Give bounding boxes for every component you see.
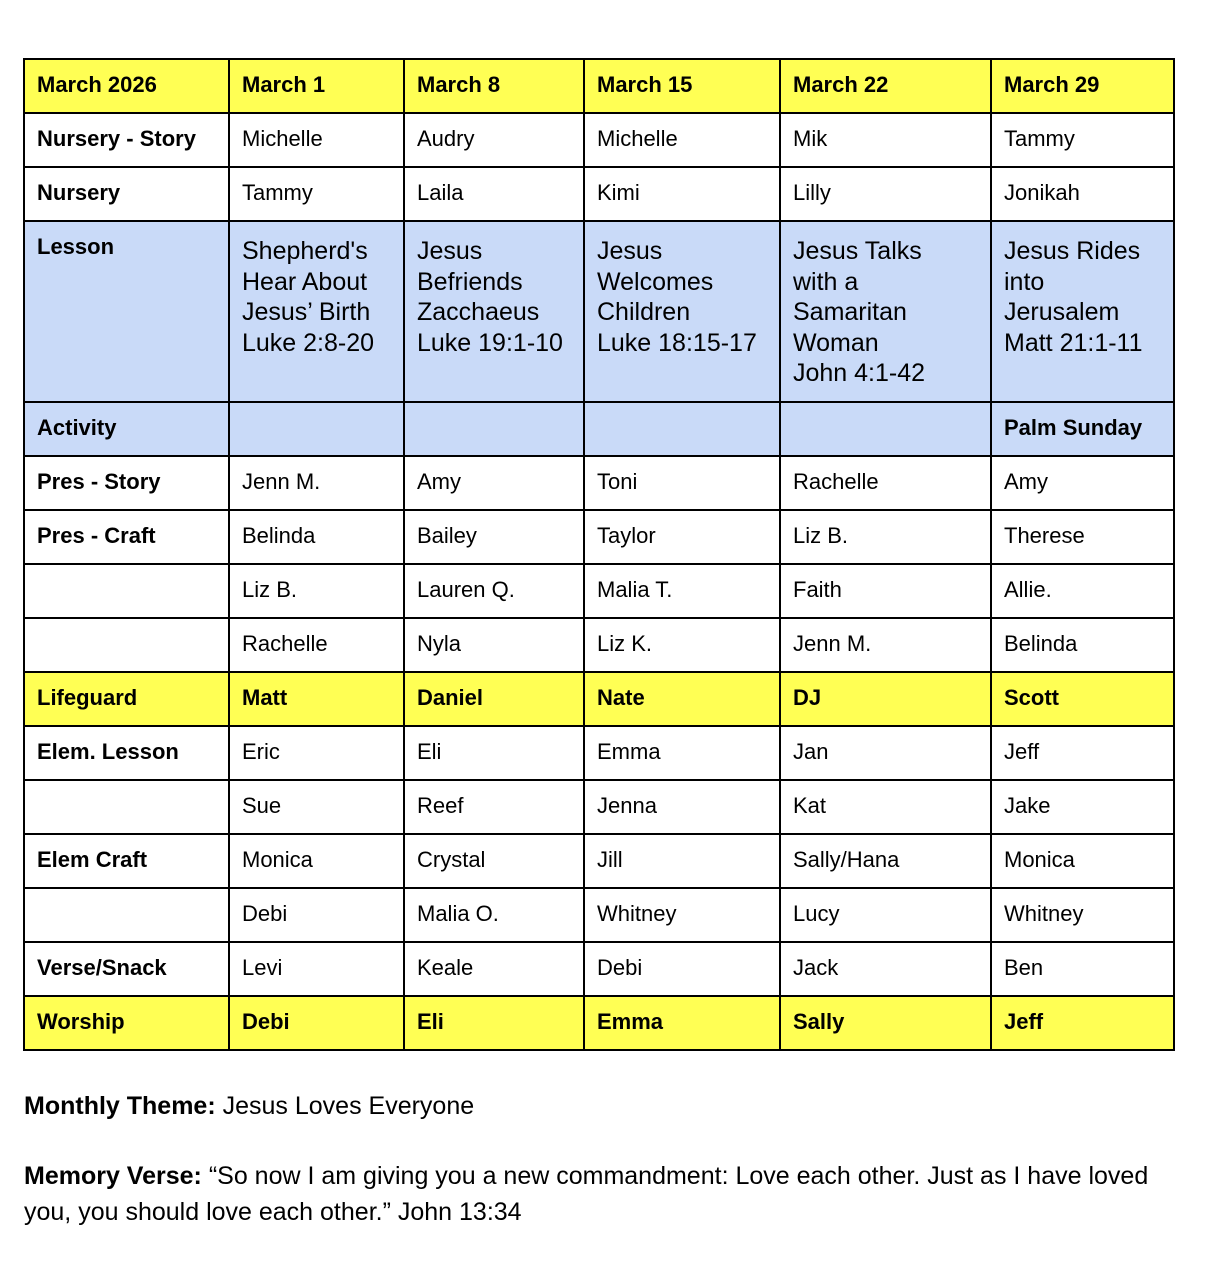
row-pres-craft-2 (24, 564, 1174, 618)
row-pres-craft (24, 510, 1174, 564)
lesson-line: into (1004, 267, 1045, 296)
schedule-cell: Sally (780, 996, 991, 1050)
row-label (24, 564, 229, 618)
schedule-cell: Sue (229, 780, 404, 834)
schedule-cell: Debi (229, 996, 404, 1050)
schedule-cell: Liz K. (584, 618, 780, 672)
schedule-cell: Rachelle (780, 456, 991, 510)
schedule-cell: Therese (991, 510, 1174, 564)
schedule-cell (404, 402, 584, 456)
schedule-cell: Jenn M. (780, 618, 991, 672)
schedule-cell: Mik (780, 113, 991, 167)
schedule-cell: Belinda (991, 618, 1174, 672)
lesson-line: Jesus’ Birth (242, 298, 371, 326)
schedule-cell: Jake (991, 780, 1174, 834)
lesson-line: Befriends (417, 267, 523, 296)
monthly-theme-text: Jesus Loves Everyone (215, 1092, 475, 1120)
schedule-cell (780, 402, 991, 456)
schedule-cell: Debi (584, 942, 780, 996)
schedule-cell: Belinda (229, 510, 404, 564)
lesson-scripture: Matt 21:1-11 (1004, 328, 1143, 357)
lesson-line: Samaritan (793, 298, 907, 326)
row-label: Verse/Snack (24, 942, 229, 996)
schedule-cell: Ben (991, 942, 1174, 996)
row-nursery-story (24, 113, 1174, 167)
header-cell-date: March 29 (991, 59, 1174, 113)
header-cell-date: March 1 (229, 59, 404, 113)
schedule-cell: Bailey (404, 510, 584, 564)
schedule-cell: Lilly (780, 167, 991, 221)
header-cell-date: March 15 (584, 59, 780, 113)
schedule-cell: Jill (584, 834, 780, 888)
lesson-line: Jesus (597, 237, 663, 265)
schedule-cell: Amy (991, 456, 1174, 510)
row-label: Nursery - Story (24, 113, 229, 167)
monthly-theme (24, 1088, 1174, 1124)
schedule-cell: Faith (780, 564, 991, 618)
schedule-cell: DJ (780, 672, 991, 726)
row-label: Lesson (24, 221, 229, 402)
schedule-cell: Keale (404, 942, 584, 996)
lesson-line: Welcomes (597, 267, 714, 296)
schedule-cell: Kat (780, 780, 991, 834)
volunteer-schedule-table (23, 58, 1175, 1051)
schedule-cell: Crystal (404, 834, 584, 888)
schedule-cell: Levi (229, 942, 404, 996)
row-label (24, 780, 229, 834)
row-label: Worship (24, 996, 229, 1050)
schedule-cell: Michelle (229, 113, 404, 167)
schedule-cell: Amy (404, 456, 584, 510)
lesson-line: Jesus Rides (1004, 237, 1141, 265)
schedule-cell: Reef (404, 780, 584, 834)
header-cell-date: March 22 (780, 59, 991, 113)
schedule-cell: Kimi (584, 167, 780, 221)
row-activity (24, 402, 1174, 456)
row-nursery (24, 167, 1174, 221)
lesson-cell (780, 221, 991, 402)
schedule-cell: Jenn M. (229, 456, 404, 510)
schedule-cell: Michelle (584, 113, 780, 167)
schedule-cell: Jack (780, 942, 991, 996)
schedule-cell: Laila (404, 167, 584, 221)
schedule-cell (584, 402, 780, 456)
header-cell-date: March 8 (404, 59, 584, 113)
lesson-line: with a (793, 267, 859, 296)
schedule-cell: Jan (780, 726, 991, 780)
schedule-cell: Malia T. (584, 564, 780, 618)
schedule-cell: Tammy (229, 167, 404, 221)
lesson-line: Jesus (417, 237, 483, 265)
schedule-cell: Allie. (991, 564, 1174, 618)
row-lesson (24, 221, 1174, 402)
row-label: Lifeguard (24, 672, 229, 726)
schedule-cell: Jonikah (991, 167, 1174, 221)
schedule-cell: Emma (584, 996, 780, 1050)
memory-verse-text: “So now I am giving you a new commandment: Love each other. Just as I have loved you, you should love each other.” John 13:34 (24, 1162, 1149, 1226)
schedule-cell: Monica (229, 834, 404, 888)
row-label: Pres - Craft (24, 510, 229, 564)
lesson-scripture: Luke 18:15-17 (597, 328, 757, 357)
schedule-cell: Palm Sunday (991, 402, 1174, 456)
schedule-cell: Lauren Q. (404, 564, 584, 618)
schedule-cell: Jeff (991, 726, 1174, 780)
row-elem-craft (24, 834, 1174, 888)
schedule-cell: Eli (404, 726, 584, 780)
schedule-cell: Toni (584, 456, 780, 510)
memory-verse (24, 1158, 1174, 1230)
schedule-cell: Emma (584, 726, 780, 780)
schedule-cell: Monica (991, 834, 1174, 888)
schedule-cell: Lucy (780, 888, 991, 942)
schedule-cell: Liz B. (229, 564, 404, 618)
row-pres-craft-3 (24, 618, 1174, 672)
schedule-cell: Sally/Hana (780, 834, 991, 888)
lesson-cell (404, 221, 584, 402)
header-cell-month: March 2026 (24, 59, 229, 113)
schedule-cell: Rachelle (229, 618, 404, 672)
lesson-line: Children (597, 298, 691, 326)
lesson-line: Zacchaeus (417, 298, 540, 326)
row-elem-lesson-2 (24, 780, 1174, 834)
lesson-line: Jerusalem (1004, 298, 1120, 326)
schedule-cell: Malia O. (404, 888, 584, 942)
row-label: Nursery (24, 167, 229, 221)
lesson-line: Woman (793, 328, 879, 357)
row-elem-lesson (24, 726, 1174, 780)
schedule-cell: Daniel (404, 672, 584, 726)
lesson-line: Shepherd's (242, 237, 368, 265)
schedule-cell: Matt (229, 672, 404, 726)
schedule-cell: Debi (229, 888, 404, 942)
lesson-cell (584, 221, 780, 402)
monthly-theme-label: Monthly Theme: (24, 1092, 216, 1120)
lesson-scripture: John 4:1-42 (793, 359, 926, 387)
lesson-line: Jesus Talks (793, 237, 922, 265)
lesson-scripture: Luke 2:8-20 (242, 328, 375, 357)
schedule-cell: Tammy (991, 113, 1174, 167)
lesson-scripture: Luke 19:1-10 (417, 328, 563, 357)
row-elem-craft-2 (24, 888, 1174, 942)
row-label: Pres - Story (24, 456, 229, 510)
schedule-cell: Eric (229, 726, 404, 780)
lesson-cell (991, 221, 1174, 402)
row-pres-story (24, 456, 1174, 510)
schedule-cell: Nate (584, 672, 780, 726)
lesson-cell (229, 221, 404, 402)
lesson-line: Hear About (242, 267, 368, 296)
row-label: Activity (24, 402, 229, 456)
schedule-cell: Whitney (584, 888, 780, 942)
schedule-cell: Liz B. (780, 510, 991, 564)
schedule-cell: Audry (404, 113, 584, 167)
schedule-cell: Whitney (991, 888, 1174, 942)
schedule-cell: Taylor (584, 510, 780, 564)
header-row (24, 59, 1174, 113)
memory-verse-label: Memory Verse: (24, 1162, 202, 1190)
row-lifeguard (24, 672, 1174, 726)
row-verse-snack (24, 942, 1174, 996)
schedule-cell: Nyla (404, 618, 584, 672)
schedule-cell (229, 402, 404, 456)
row-label: Elem. Lesson (24, 726, 229, 780)
schedule-cell: Scott (991, 672, 1174, 726)
schedule-cell: Jenna (584, 780, 780, 834)
row-label (24, 888, 229, 942)
schedule-cell: Eli (404, 996, 584, 1050)
row-worship (24, 996, 1174, 1050)
row-label (24, 618, 229, 672)
row-label: Elem Craft (24, 834, 229, 888)
notes-section (24, 1088, 1174, 1230)
schedule-cell: Jeff (991, 996, 1174, 1050)
